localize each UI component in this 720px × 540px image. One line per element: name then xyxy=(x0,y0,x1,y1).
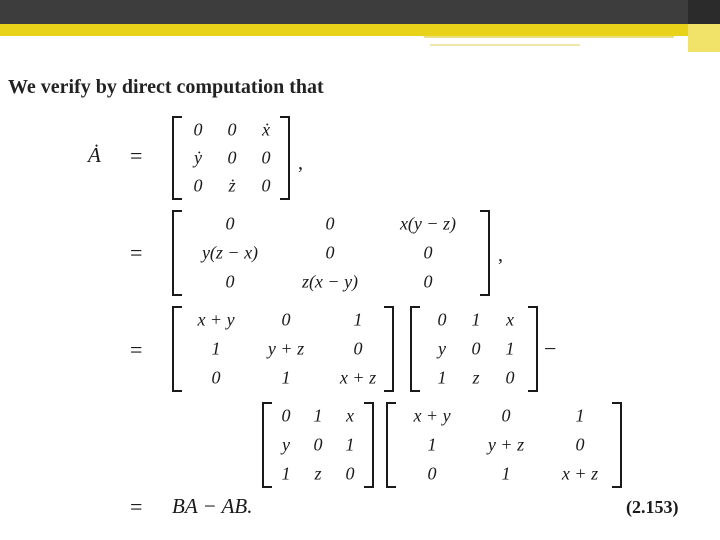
matrix-cell: 0 xyxy=(281,309,291,330)
matrix-cell: 0 xyxy=(313,434,323,455)
equals-sign: = xyxy=(130,240,143,265)
comma: , xyxy=(298,152,303,174)
slide-header-corner xyxy=(688,0,720,24)
minus-sign: − xyxy=(544,336,557,361)
matrix-cell: 0 xyxy=(501,405,511,426)
matrix-cell: 0 xyxy=(505,367,515,388)
matrix-cell: z xyxy=(472,367,480,388)
matrix-cell: 0 xyxy=(193,119,203,140)
matrix-cell: 0 xyxy=(227,147,237,168)
matrix-cell: y + z xyxy=(487,434,525,455)
matrix-cell: 0 xyxy=(211,367,221,388)
slide-accent-bar xyxy=(0,24,720,36)
equals-sign: = xyxy=(130,337,143,362)
matrix-cell: 0 xyxy=(261,147,271,168)
matrix-a-dot xyxy=(172,116,290,200)
matrix-cell: 0 xyxy=(345,463,355,484)
matrix-cell: 0 xyxy=(353,338,363,359)
matrix-cell: 0 xyxy=(193,175,203,196)
matrix-b xyxy=(172,306,394,392)
matrix-cell: 1 xyxy=(281,367,291,388)
matrix-cell: 0 xyxy=(227,119,237,140)
slide-accent-corner xyxy=(688,24,720,52)
matrix-cell: 1 xyxy=(501,463,511,484)
matrix-cell: y(z − x) xyxy=(201,242,259,263)
equation-number: (2.153) xyxy=(626,497,679,517)
matrix-b xyxy=(386,402,622,488)
final-expression: BA − AB. xyxy=(172,494,253,518)
matrix-cell: x + y xyxy=(413,405,451,426)
matrix-cell: 0 xyxy=(427,463,437,484)
matrix-cell: 0 xyxy=(575,434,585,455)
equals-sign: = xyxy=(130,143,143,168)
matrix-cell: 1 xyxy=(505,338,515,359)
comma: , xyxy=(498,244,503,266)
matrix-cell: x(y − z) xyxy=(399,213,457,234)
matrix-cell: 0 xyxy=(325,242,335,263)
matrix-expanded xyxy=(172,210,490,296)
matrix-cell: 0 xyxy=(225,271,235,292)
matrix-a xyxy=(410,306,538,392)
matrix-cell: ẏ xyxy=(194,147,202,168)
matrix-cell: 0 xyxy=(325,213,335,234)
matrix-cell: 0 xyxy=(423,242,433,263)
matrix-a xyxy=(262,402,374,488)
matrix-cell: y xyxy=(438,338,446,359)
matrix-cell: x xyxy=(346,405,354,426)
matrix-cell: z(x − y) xyxy=(301,271,359,292)
slide-accent-stroke xyxy=(430,44,580,46)
matrix-cell: 1 xyxy=(471,309,481,330)
matrix-cell: 0 xyxy=(471,338,481,359)
matrix-cell: 1 xyxy=(575,405,585,426)
matrix-cell: 0 xyxy=(437,309,447,330)
matrix-cell: y + z xyxy=(267,338,305,359)
matrix-cell: x + y xyxy=(197,309,235,330)
matrix-cell: 0 xyxy=(281,405,291,426)
matrix-cell: ż xyxy=(228,175,236,196)
matrix-cell: 1 xyxy=(313,405,323,426)
matrix-cell: 0 xyxy=(423,271,433,292)
matrix-cell: 1 xyxy=(281,463,291,484)
matrix-cell: 1 xyxy=(211,338,221,359)
matrix-cell: y xyxy=(282,434,290,455)
matrix-cell: 0 xyxy=(261,175,271,196)
lhs-a-dot: Ȧ xyxy=(88,143,101,167)
matrix-cell: x + z xyxy=(561,463,599,484)
matrix-cell: ẋ xyxy=(262,119,270,140)
equals-sign: = xyxy=(130,494,143,519)
matrix-cell: 1 xyxy=(353,309,363,330)
matrix-cell: x + z xyxy=(339,367,377,388)
matrix-cell: 1 xyxy=(427,434,437,455)
intro-text: We verify by direct computation that xyxy=(8,76,324,98)
slide-header-bar xyxy=(0,0,720,24)
matrix-cell: 1 xyxy=(437,367,447,388)
slide-accent-stroke xyxy=(424,36,674,38)
matrix-cell: 1 xyxy=(345,434,355,455)
matrix-cell: 0 xyxy=(225,213,235,234)
matrix-cell: x xyxy=(506,309,514,330)
matrix-cell: z xyxy=(314,463,322,484)
